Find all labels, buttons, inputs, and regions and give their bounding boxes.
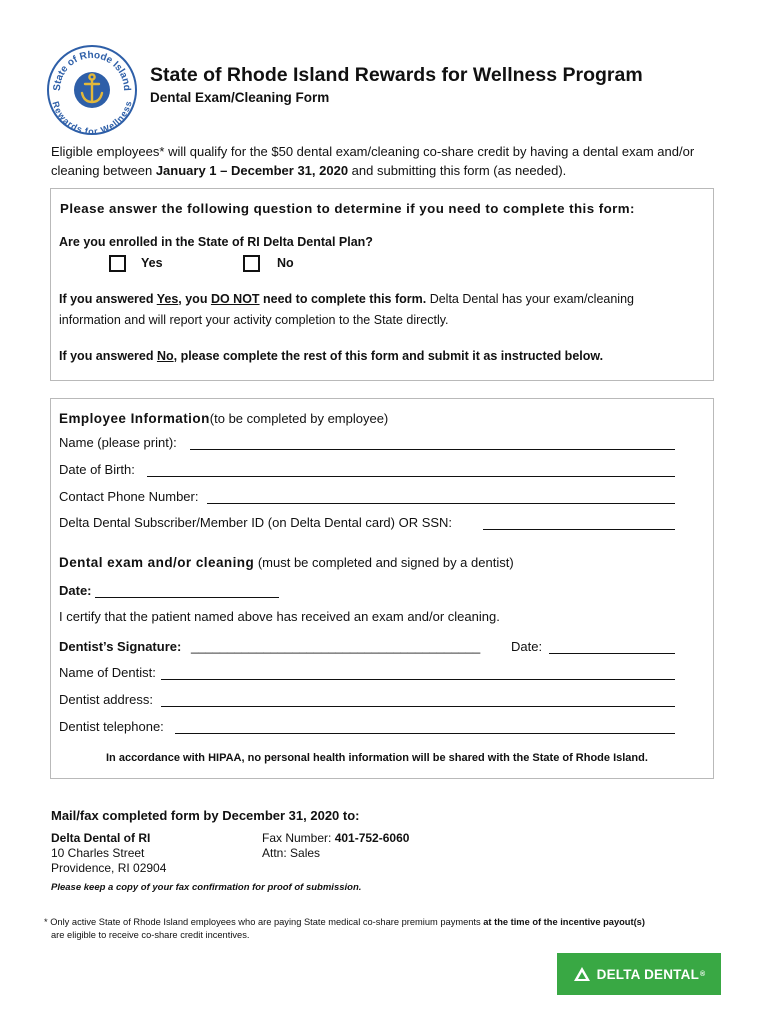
employee-heading-note: (to be completed by employee)	[209, 411, 389, 426]
do-not-text: DO NOT	[210, 292, 260, 306]
mail-heading: Mail/fax completed form by December 31, 2020 to:	[51, 808, 360, 823]
dentist-phone-field[interactable]	[175, 733, 675, 734]
dental-heading-note: (must be completed and signed by a dentist)	[257, 555, 514, 570]
form-title: State of Rhode Island Rewards for Wellness Program	[150, 64, 643, 86]
intro-date-range: January 1 – December 31, 2020	[155, 163, 349, 178]
certify-statement: I certify that the patient named above has received an exam and/or cleaning.	[59, 609, 500, 624]
hipaa-notice: In accordance with HIPAA, no personal health information will be shared with the State of Rhode Island.	[106, 752, 648, 764]
keep-copy-note: Please keep a copy of your fax confirmation for proof of submission.	[51, 882, 362, 893]
no-instruction-rest: , please complete the rest of this form and submit it as instructed below.	[173, 349, 604, 363]
exam-date-field[interactable]	[95, 597, 279, 598]
mail-org: Delta Dental of RI	[51, 831, 151, 845]
dentist-address-label: Dentist address:	[59, 692, 153, 707]
name-field[interactable]	[190, 449, 675, 450]
no-instruction-prefix: If you answered	[59, 349, 157, 363]
yes-instruction-line2: information and will report your activity completion to the State directly.	[59, 313, 449, 327]
logo-mark: ®	[700, 970, 706, 978]
signature-date-field[interactable]	[549, 653, 675, 654]
footnote-line2: are eligible to receive co-share credit incentives.	[51, 930, 250, 940]
yes-instruction	[59, 292, 634, 306]
delta-triangle-icon	[573, 966, 591, 982]
enrollment-question: Are you enrolled in the State of RI Delta Dental Plan?	[59, 235, 373, 249]
dental-heading: Dental exam and/or cleaning	[59, 555, 255, 570]
footnote-bold: at the time of the incentive payout(s)	[483, 917, 645, 927]
seal-top-text: State of Rhode Island	[51, 49, 133, 92]
seal-bottom-text: Rewards for Wellness	[50, 100, 134, 136]
logo-text: DELTA DENTAL	[596, 966, 700, 982]
fax-number: 401-752-6060	[334, 831, 410, 845]
yes-instruction-rest: Delta Dental has your exam/cleaning	[426, 292, 634, 306]
no-label: No	[277, 256, 294, 270]
yes-checkbox[interactable]	[109, 255, 126, 272]
intro-text-end: and submitting this form (as needed).	[348, 163, 567, 178]
dental-heading-row	[59, 555, 514, 570]
signature-date-label: Date:	[511, 639, 543, 654]
yes-label: Yes	[141, 256, 163, 270]
mail-city: Providence, RI 02904	[51, 861, 167, 875]
exam-date-label: Date:	[59, 583, 92, 598]
employee-heading-row	[59, 411, 388, 426]
fax-attn: Attn: Sales	[262, 846, 321, 860]
intro-paragraph	[51, 142, 716, 180]
question-box-heading: Please answer the following question to determine if you need to complete this form:	[60, 201, 635, 216]
yes-instruction-bold-end: need to complete this form.	[259, 292, 427, 306]
fax-label: Fax Number:	[262, 831, 335, 845]
name-label: Name (please print):	[59, 435, 177, 450]
employee-heading: Employee Information	[59, 411, 210, 426]
no-word: No	[156, 349, 174, 363]
no-checkbox[interactable]	[243, 255, 260, 272]
member-id-label: Delta Dental Subscriber/Member ID (on Delta Dental card) OR SSN:	[59, 515, 453, 530]
employee-dental-box	[50, 398, 714, 779]
signature-field[interactable]: ________________________________________	[191, 639, 481, 654]
dentist-name-label: Name of Dentist:	[59, 665, 156, 680]
footnote-line1	[44, 917, 645, 927]
fax-row	[262, 831, 409, 845]
dob-field[interactable]	[147, 476, 675, 477]
dentist-name-field[interactable]	[161, 679, 675, 680]
state-seal-logo	[46, 44, 138, 136]
mail-street: 10 Charles Street	[51, 846, 145, 860]
yes-instruction-prefix: If you answered	[59, 292, 157, 306]
dentist-address-field[interactable]	[161, 706, 675, 707]
footnote-text: * Only active State of Rhode Island employees who are paying State medical co-share premium payments	[44, 917, 484, 927]
no-instruction	[59, 349, 603, 363]
phone-label: Contact Phone Number:	[59, 489, 199, 504]
intro-text: Eligible employees* will qualify for the $50 dental exam/cleaning co-share credit by having a dental exam and/or cleaning between	[51, 144, 695, 178]
signature-label: Dentist’s Signature:	[59, 639, 182, 654]
eligibility-question-box	[50, 188, 714, 381]
dob-label: Date of Birth:	[59, 462, 135, 477]
dentist-phone-label: Dentist telephone:	[59, 719, 164, 734]
phone-field[interactable]	[207, 503, 675, 504]
seal-graphic	[46, 44, 138, 136]
member-id-field[interactable]	[483, 529, 675, 530]
delta-dental-logo	[557, 953, 721, 995]
form-subtitle: Dental Exam/Cleaning Form	[150, 90, 330, 105]
yes-instruction-mid: , you	[178, 292, 211, 306]
yes-word: Yes	[156, 292, 179, 306]
